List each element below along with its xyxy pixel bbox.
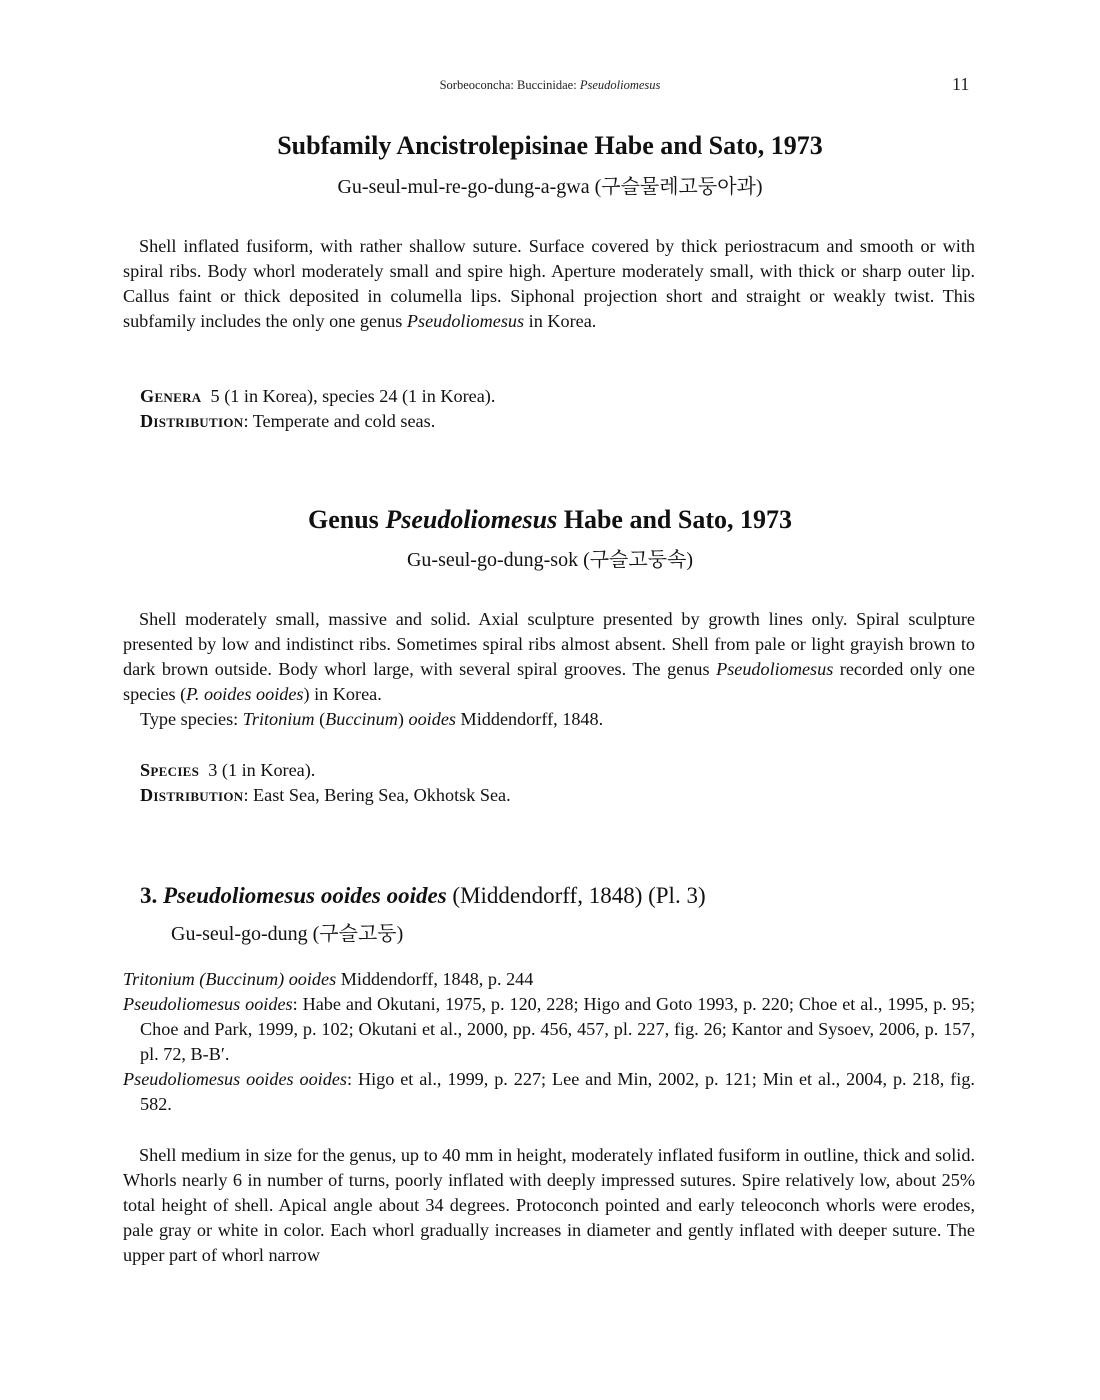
species-korean-name: Gu-seul-go-dung (구슬고둥) xyxy=(171,923,404,945)
synonymy-entry xyxy=(123,992,975,1067)
synonymy-entry xyxy=(123,1067,975,1117)
running-head-genus: Pseudoliomesus xyxy=(579,78,661,92)
subfamily-description-end: in Korea. xyxy=(524,311,597,331)
type-species-genus: Tritonium xyxy=(242,709,315,729)
genus-description xyxy=(123,607,975,707)
synonymy-entry xyxy=(123,967,975,992)
species-number: 3. xyxy=(140,883,158,908)
type-species-subgenus: Buccinum xyxy=(325,709,398,729)
genus-title xyxy=(0,505,1100,535)
genus-description-mid: recorded only one species ( xyxy=(123,659,975,704)
type-species-label: Type species: xyxy=(140,709,243,729)
genera-label: Genera xyxy=(140,386,202,406)
species-name: Pseudoliomesus ooides ooides xyxy=(163,883,447,908)
synonymy-citation: : Habe and Okutani, 1975, p. 120, 228; Higo and Goto 1993, p. 220; Choe et al., 1995, p. 95; Choe and Park, 1999, p. 102; Okutani et al., 2000, pp. 456, 457, pl. 227, fig. 26; Kantor and Sysoev, 2006, p. 157, pl. 72, B-B′. xyxy=(140,994,976,1064)
synonymy-list xyxy=(123,967,975,1117)
species-value: 3 (1 in Korea). xyxy=(208,760,316,780)
genus-title-name: Pseudoliomesus xyxy=(385,505,558,534)
page-number: 11 xyxy=(952,74,970,94)
subfamily-title: Subfamily Ancistrolepisinae Habe and Sato, 1973 xyxy=(277,131,823,160)
type-species-author: Middendorff, 1848. xyxy=(455,709,604,729)
genus-description-genus: Pseudoliomesus xyxy=(716,659,834,679)
synonymy-name: Pseudoliomesus ooides ooides xyxy=(123,1069,347,1089)
subfamily-distribution-line xyxy=(140,409,435,434)
genus-title-prefix: Genus xyxy=(308,505,386,534)
genus-title-suffix: Habe and Sato, 1973 xyxy=(557,505,792,534)
species-author: (Middendorff, 1848) (Pl. 3) xyxy=(446,883,706,908)
distribution-value: : Temperate and cold seas. xyxy=(243,411,436,431)
distribution-label: Distribution xyxy=(140,411,244,431)
genus-description-end: ) in Korea. xyxy=(303,684,382,704)
genus-distribution-label: Distribution xyxy=(140,785,244,805)
running-head xyxy=(0,78,1100,93)
type-species-line: Type species: Tritonium (Buccinum) ooides Middendorff, 1848. xyxy=(140,709,604,729)
species-description xyxy=(123,1143,975,1268)
synonymy-name: Pseudoliomesus ooides xyxy=(123,994,293,1014)
genus-species-line xyxy=(140,758,315,783)
subfamily-korean-name: Gu-seul-mul-re-go-dung-a-gwa (구슬물레고둥아과) xyxy=(337,176,763,198)
synonymy-citation: Middendorff, 1848, p. 244 xyxy=(336,969,534,989)
genus-korean-name: Gu-seul-go-dung-sok (구슬고둥속) xyxy=(406,549,693,571)
species-title xyxy=(140,883,706,909)
genus-distribution-line xyxy=(140,783,511,808)
subfamily-description xyxy=(123,234,975,334)
subfamily-genera-line xyxy=(140,384,495,409)
species-label: Species xyxy=(140,760,200,780)
genus-description-species: P. ooides ooides xyxy=(186,684,304,704)
synonymy-name: Tritonium (Buccinum) ooides xyxy=(123,969,337,989)
subfamily-description-genus: Pseudoliomesus xyxy=(406,311,525,331)
subfamily-description-text: Shell inflated fusiform, with rather shallow suture. Surface covered by thick periostracum and smooth or with spiral ribs. Body whorl moderately small and spire high. Aperture moderately small, with thick or sharp outer lip. Callus faint or thick deposited in columella lips. Siphonal projection short and straight or weakly twist. This subfamily includes the only one genus xyxy=(123,236,975,331)
species-description-text: Shell medium in size for the genus, up to 40 mm in height, moderately inflated fusiform in outline, thick and solid. Whorls nearly 6 in number of turns, poorly inflated with deeply impressed sutures. Spire relatively low, about 25% total height of shell. Apical angle about 34 degrees. Protoconch pointed and early teleoconch whorls were erodes, pale gray or white in color. Each whorl gradually increases in diameter and gently inflated with deeper suture. The upper part of whorl narrow xyxy=(123,1145,975,1265)
genus-distribution-value: : East Sea, Bering Sea, Okhotsk Sea. xyxy=(243,785,511,805)
synonymy-citation: : Higo et al., 1999, p. 227; Lee and Min, 2002, p. 121; Min et al., 2004, p. 218, fig. 582. xyxy=(140,1069,975,1114)
genus-description-text: Shell moderately small, massive and solid. Axial sculpture presented by growth lines only. Spiral sculpture presented by low and indistinct ribs. Sometimes spiral ribs almost absent. Shell from pale or light grayish brown to dark brown outside. Body whorl large, with several spiral grooves. The genus xyxy=(123,609,975,679)
type-species-epithet: ooides xyxy=(408,709,456,729)
running-head-prefix: Sorbeoconcha: Buccinidae: xyxy=(439,78,580,92)
genera-value: 5 (1 in Korea), species 24 (1 in Korea). xyxy=(210,386,496,406)
